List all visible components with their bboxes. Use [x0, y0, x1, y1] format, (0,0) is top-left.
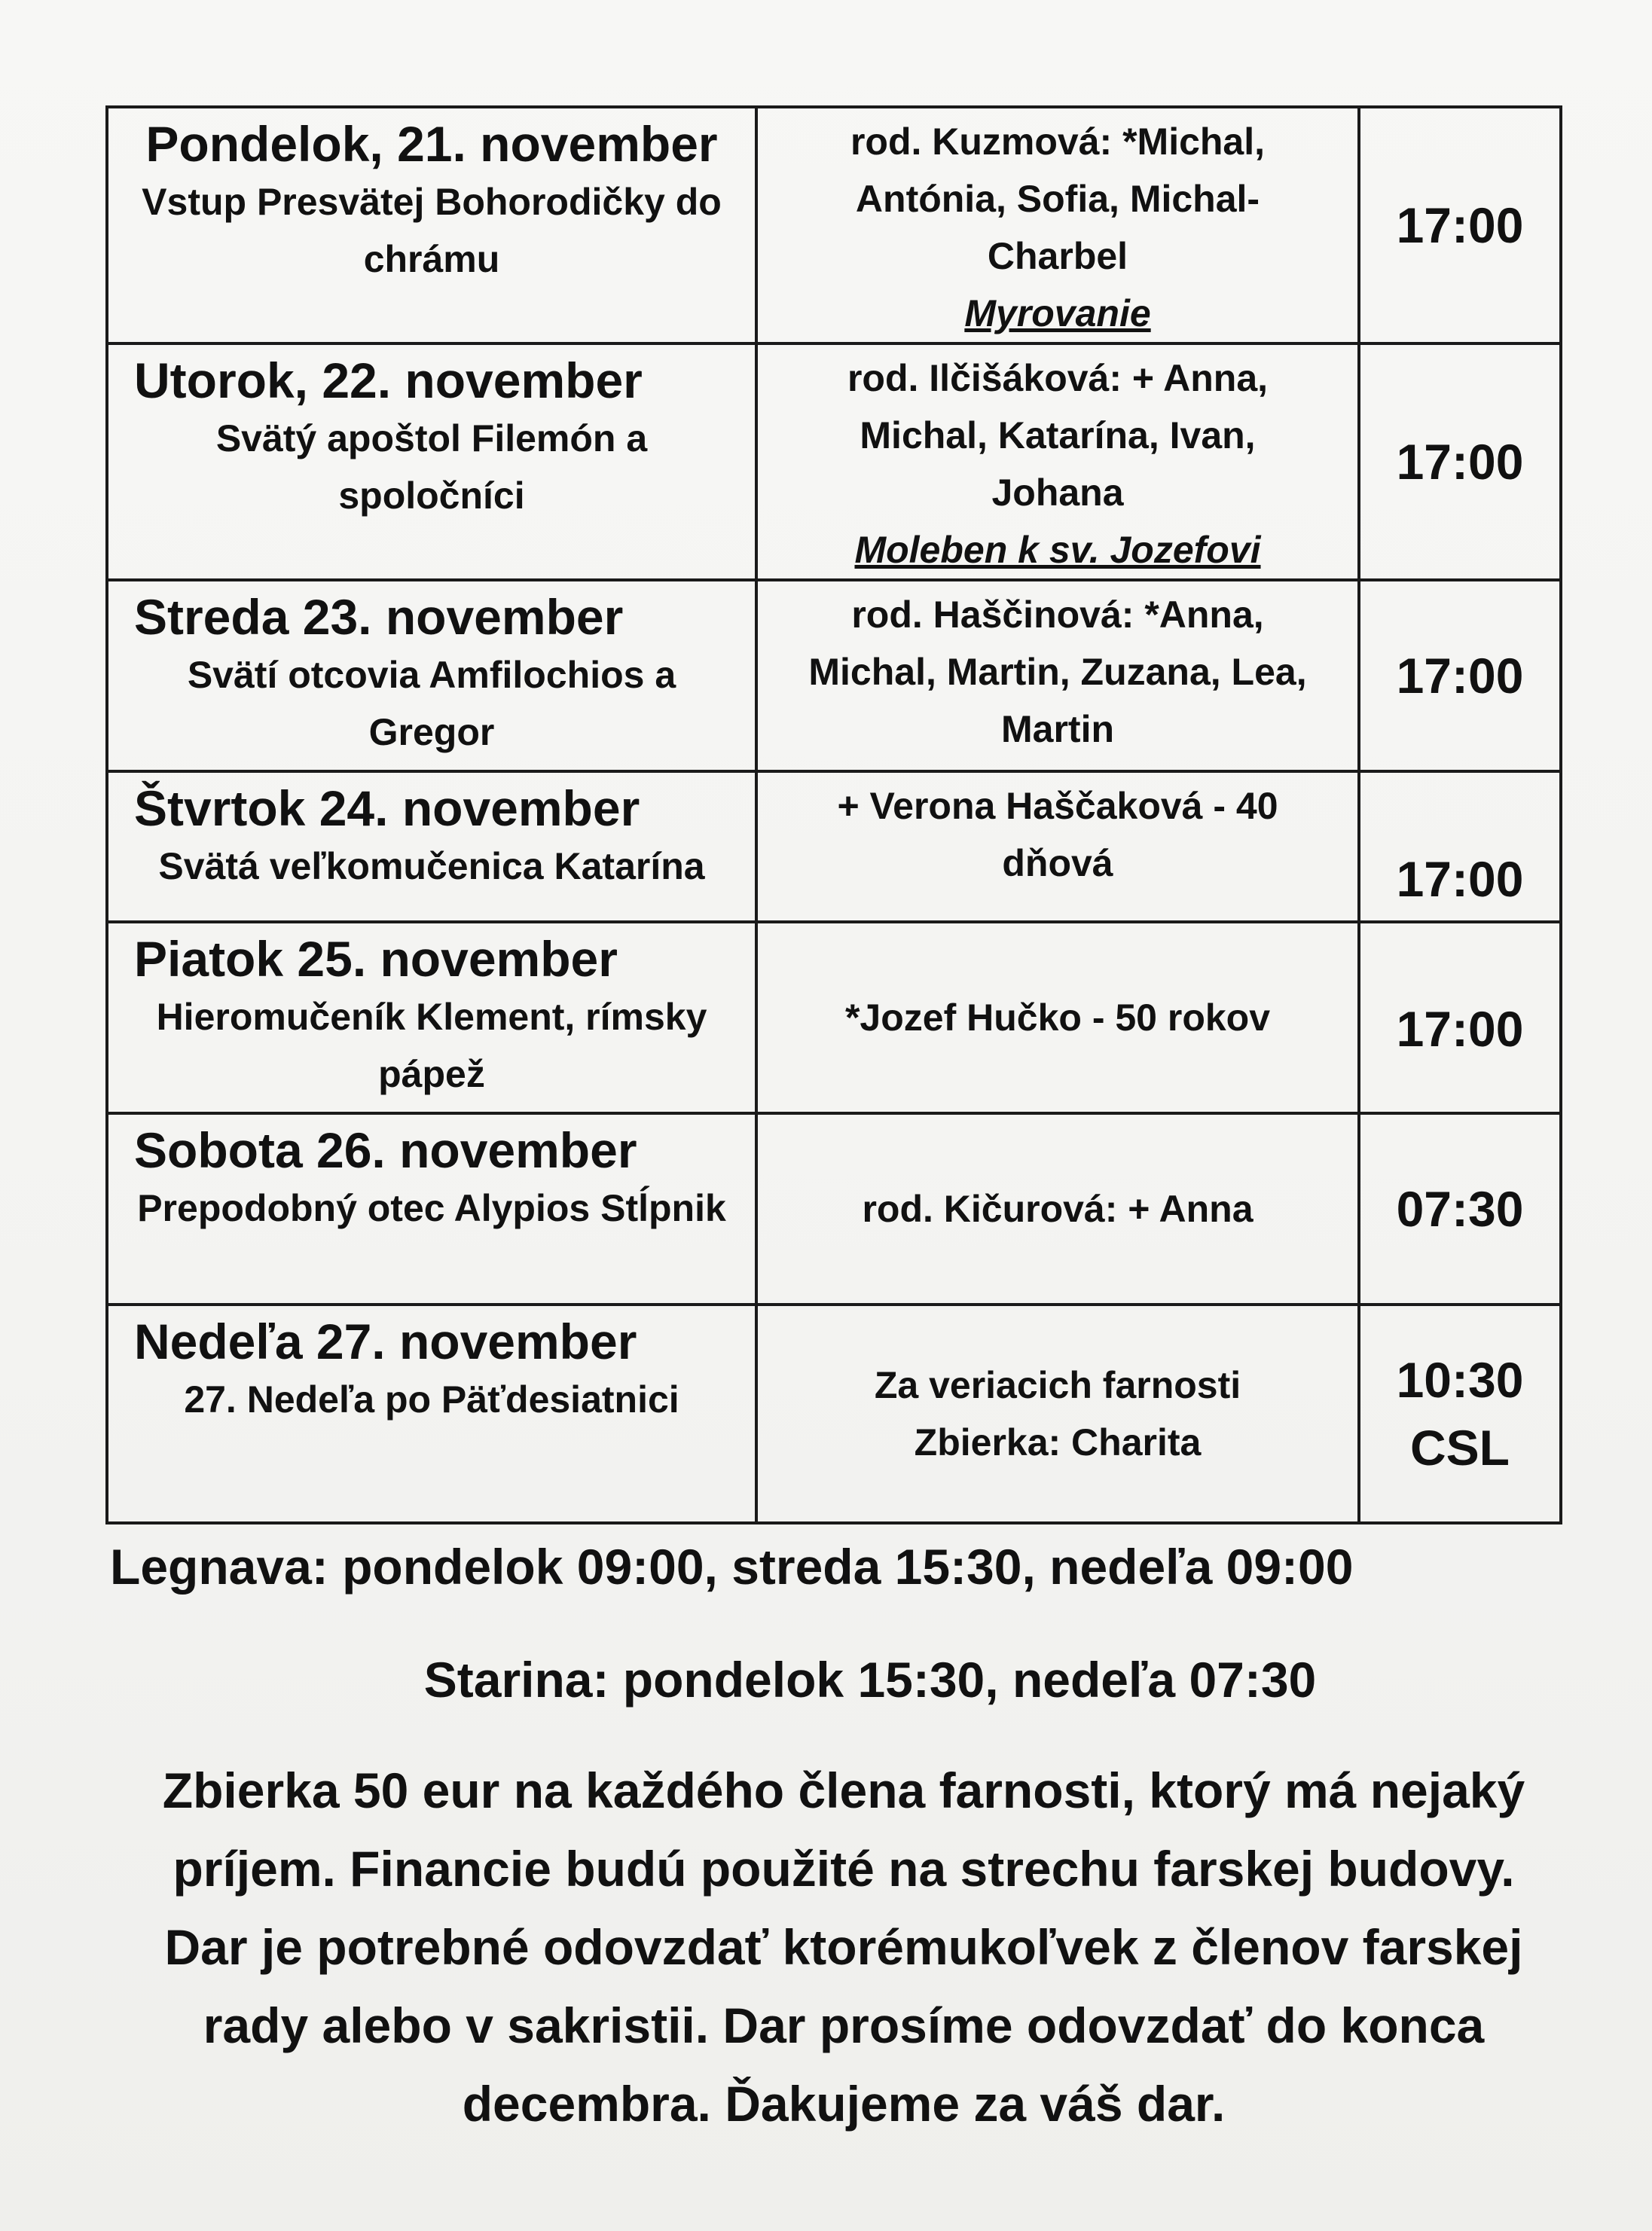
feast-name: Svätá veľkomučenica Katarína: [158, 845, 705, 887]
feast-name: Hieromučeník Klement, rímsky pápež: [156, 996, 707, 1095]
time-cell: [1359, 107, 1561, 343]
day-name: Pondelok, 21. november: [145, 116, 718, 172]
starina-schedule: Starina: pondelok 15:30, nedeľa 07:30: [423, 1652, 1317, 1708]
intention-line: + Verona Haščaková - 40: [837, 785, 1278, 827]
time-cell: [1359, 1305, 1561, 1523]
announcement-line: Dar je potrebné odovzdať ktorémukoľvek z členov farskej: [164, 1919, 1523, 1975]
intention-line: rod. Kičurová: + Anna: [862, 1188, 1254, 1230]
intention-cell: [756, 107, 1359, 343]
announcement-line: príjem. Financie budú použité na strechu farskej budovy.: [173, 1841, 1515, 1897]
day-cell: [107, 107, 756, 343]
intention-cell: [756, 1305, 1359, 1523]
day-name: Utorok, 22. november: [134, 353, 643, 408]
day-cell: [107, 1305, 756, 1523]
intention-cell: [756, 771, 1359, 922]
intention-line: Michal, Katarína, Ivan,: [860, 414, 1256, 456]
feast-name: Vstup Presvätej Bohorodičky do chrámu: [142, 181, 722, 280]
day-cell: [107, 1113, 756, 1305]
day-name: Sobota 26. november: [134, 1122, 637, 1178]
time-cell: [1359, 922, 1561, 1113]
day-name: Streda 23. november: [134, 589, 624, 645]
intention-line: rod. Ilčišáková: + Anna,: [847, 357, 1269, 399]
announcement-line: Zbierka 50 eur na každého člena farnosti, ktorý má nejaký: [162, 1763, 1525, 1818]
collection-announcement: [113, 1751, 1574, 2143]
schedule-row-friday: [107, 922, 1561, 1113]
intention-cell: [756, 343, 1359, 580]
feast-name: 27. Nedeľa po Päťdesiatnici: [184, 1378, 679, 1421]
intention-cell: [756, 922, 1359, 1113]
feast-name: Svätý apoštol Filemón a spoločníci: [215, 417, 648, 517]
intention-line: Michal, Martin, Zuzana, Lea,: [808, 651, 1307, 693]
schedule-row-tuesday: [107, 343, 1561, 580]
day-cell: [107, 343, 756, 580]
time-cell: [1359, 343, 1561, 580]
schedule-row-sunday: [107, 1305, 1561, 1523]
liturgy-schedule-table: [105, 105, 1562, 1524]
service-time: 10:30: [1396, 1352, 1524, 1408]
service-time: 17:00: [1396, 648, 1524, 703]
schedule-row-wednesday: [107, 580, 1561, 771]
feast-name: Svätí otcovia Amfilochios a Gregor: [187, 654, 676, 753]
announcement-line: decembra. Ďakujeme za váš dar.: [462, 2076, 1226, 2132]
intention-line: *Jozef Hučko - 50 rokov: [844, 996, 1271, 1039]
schedule-row-monday: [107, 107, 1561, 343]
service-time: 17:00: [1396, 434, 1524, 490]
intention-cell: [756, 1113, 1359, 1305]
service-time: 07:30: [1396, 1181, 1524, 1237]
legnava-schedule: Legnava: pondelok 09:00, streda 15:30, nedeľa 09:00: [110, 1539, 1354, 1595]
announcement-line: rady alebo v sakristii. Dar prosíme odovzdať do konca: [203, 1998, 1485, 2053]
intention-line: Zbierka: Charita: [914, 1421, 1202, 1463]
day-cell: [107, 771, 756, 922]
intention-line: Antónia, Sofia, Michal-: [855, 178, 1260, 220]
day-name: Piatok 25. november: [134, 931, 618, 987]
intention-line: rod. Kuzmová: *Michal,: [850, 121, 1266, 163]
day-cell: [107, 922, 756, 1113]
day-cell: [107, 580, 756, 771]
service-time: 17:00: [1396, 1001, 1524, 1057]
service-note: Moleben k sv. Jozefovi: [854, 529, 1261, 571]
intention-line: Johana: [991, 472, 1124, 514]
intention-line: Charbel: [987, 235, 1128, 277]
service-note: Myrovanie: [964, 292, 1151, 334]
intention-line: rod. Haščinová: *Anna,: [851, 594, 1264, 636]
service-time: 17:00: [1396, 197, 1524, 253]
intention-line: Za veriacich farnosti: [874, 1364, 1241, 1406]
intention-line: Martin: [1001, 708, 1114, 750]
feast-name: Prepodobný otec Alypios Stĺpnik: [137, 1187, 726, 1229]
time-cell: [1359, 580, 1561, 771]
service-location: CSL: [1410, 1420, 1510, 1476]
intention-cell: [756, 580, 1359, 771]
schedule-row-saturday: [107, 1113, 1561, 1305]
intention-line: dňová: [1002, 842, 1113, 884]
service-time: 17:00: [1396, 851, 1524, 907]
time-cell: [1359, 771, 1561, 922]
time-cell: [1359, 1113, 1561, 1305]
schedule-row-thursday: [107, 771, 1561, 922]
day-name: Štvrtok 24. november: [134, 780, 640, 836]
day-name: Nedeľa 27. november: [134, 1314, 637, 1369]
